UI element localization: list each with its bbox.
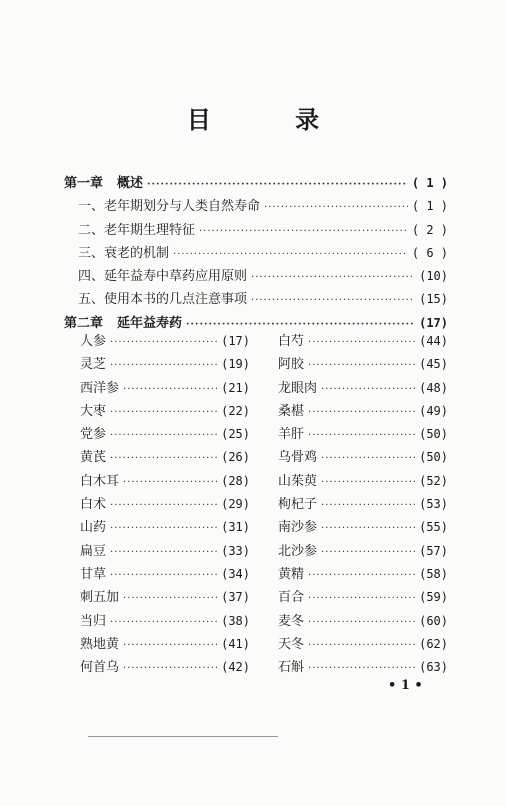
toc-section — [64, 265, 448, 288]
herb-entry — [80, 446, 250, 469]
herb-entry — [80, 563, 250, 586]
leader-dots — [199, 226, 408, 237]
herb-entry — [80, 493, 250, 516]
herb-name: 麦冬 — [278, 613, 305, 629]
herb-name: 白木耳 — [80, 473, 120, 489]
herb-entry — [80, 330, 250, 353]
herb-name: 西洋参 — [80, 380, 120, 396]
leader-dots — [110, 453, 217, 464]
leader-dots — [123, 384, 217, 395]
toc-section — [64, 242, 448, 265]
leader-dots — [308, 617, 415, 628]
herb-name: 人参 — [80, 334, 107, 349]
leader-dots — [321, 477, 415, 488]
herb-entry — [80, 423, 250, 446]
herb-entry — [80, 516, 250, 539]
page-ref: (28) — [221, 473, 250, 488]
herb-name: 天冬 — [278, 636, 305, 652]
herb-entry — [278, 377, 448, 400]
leader-dots — [123, 593, 217, 604]
herb-name: 羊肝 — [278, 427, 305, 443]
chapter-title: 概述 — [117, 176, 144, 191]
leader-dots — [308, 593, 415, 604]
page-ref: (48) — [419, 380, 448, 395]
page-ref: ( 6 ) — [411, 245, 448, 260]
herb-entry — [278, 400, 448, 423]
leader-dots — [264, 202, 408, 213]
section-title: 二、老年期生理特征 — [78, 222, 196, 238]
leader-dots — [110, 523, 217, 534]
herb-entry — [278, 446, 448, 469]
herb-name: 刺五加 — [80, 590, 120, 606]
herb-entry — [278, 610, 448, 633]
leader-dots — [110, 617, 217, 628]
leader-dots — [110, 547, 217, 558]
leader-dots — [123, 477, 217, 488]
leader-dots — [308, 663, 415, 674]
leader-dots — [321, 500, 415, 511]
page-ref: (15) — [419, 292, 448, 307]
herb-column-left — [80, 330, 250, 679]
page-ref: (59) — [419, 590, 448, 605]
herb-name: 阿胶 — [278, 357, 305, 373]
page-ref: (45) — [419, 357, 448, 372]
leader-dots — [321, 384, 415, 395]
herb-entry — [278, 516, 448, 539]
leader-dots — [321, 547, 415, 558]
herb-name: 桑椹 — [278, 403, 305, 419]
chapter-number: 第二章 — [64, 315, 104, 331]
herb-name: 黄芪 — [80, 450, 107, 466]
toc-section — [64, 219, 448, 242]
herb-name: 乌骨鸡 — [278, 450, 318, 466]
herb-name: 北沙参 — [278, 543, 318, 559]
page-ref: (50) — [419, 450, 448, 465]
herb-entry — [278, 656, 448, 679]
page-ref: ( 2 ) — [411, 222, 448, 237]
leader-dots — [308, 570, 415, 581]
toc-section — [64, 288, 448, 311]
herb-name: 石斛 — [278, 660, 305, 676]
leader-dots — [123, 640, 217, 651]
herb-name: 大枣 — [80, 403, 107, 419]
page-ref: (42) — [221, 660, 250, 675]
leader-dots — [110, 570, 217, 581]
section-title: 一、老年期划分与人类自然寿命 — [78, 199, 261, 215]
herb-entry — [80, 377, 250, 400]
page-ref: ( 1 ) — [411, 176, 448, 190]
page-ref: (21) — [221, 380, 250, 395]
herb-name: 南沙参 — [278, 520, 318, 536]
herb-entry — [80, 586, 250, 609]
herb-name: 山药 — [80, 520, 107, 536]
page-ref: (33) — [221, 543, 250, 558]
herb-name: 熟地黄 — [80, 636, 120, 652]
page-ref: (55) — [419, 520, 448, 535]
page-ref: (41) — [221, 636, 250, 651]
herb-list — [80, 330, 448, 679]
herb-name: 山茱萸 — [278, 473, 318, 489]
page-ref: (62) — [419, 636, 448, 651]
leader-dots — [110, 337, 217, 348]
herb-column-right — [278, 330, 448, 679]
herb-entry — [278, 493, 448, 516]
herb-name: 白术 — [80, 497, 107, 513]
page-ref: (50) — [419, 427, 448, 442]
toc-chapter-1 — [64, 172, 448, 195]
herb-name: 百合 — [278, 590, 305, 606]
page-ref: (38) — [221, 613, 250, 628]
page-ref: (25) — [221, 427, 250, 442]
herb-name: 黄精 — [278, 566, 305, 582]
herb-entry — [80, 540, 250, 563]
herb-name: 龙眼肉 — [278, 380, 318, 396]
leader-dots — [110, 430, 217, 441]
herb-entry — [80, 400, 250, 423]
leader-dots — [321, 523, 415, 534]
herb-entry — [80, 633, 250, 656]
page-ref: (26) — [221, 450, 250, 465]
table-of-contents — [64, 172, 448, 335]
leader-dots — [321, 453, 415, 464]
section-title: 五、使用本书的几点注意事项 — [78, 292, 248, 308]
page-title: 目 录 — [186, 105, 358, 134]
herb-entry — [278, 330, 448, 353]
leader-dots — [308, 430, 415, 441]
herb-name: 何首乌 — [80, 660, 120, 676]
herb-entry — [278, 586, 448, 609]
leader-dots — [251, 295, 415, 306]
herb-name: 枸杞子 — [278, 497, 318, 513]
herb-entry — [278, 563, 448, 586]
leader-dots — [147, 179, 408, 190]
toc-section — [64, 195, 448, 218]
herb-entry — [278, 633, 448, 656]
herb-name: 灵芝 — [80, 357, 107, 373]
leader-dots — [308, 360, 415, 371]
herb-name: 扁豆 — [80, 543, 107, 559]
page-ref: (29) — [221, 497, 250, 512]
page-ref: (17) — [221, 334, 250, 348]
leader-dots — [110, 500, 217, 511]
page-ref: (17) — [419, 315, 448, 330]
page-ref: (57) — [419, 543, 448, 558]
chapter-title: 延年益寿药 — [117, 315, 183, 331]
herb-name: 党参 — [80, 427, 107, 443]
herb-entry — [278, 540, 448, 563]
leader-dots — [308, 337, 415, 348]
page-ref: (49) — [419, 403, 448, 418]
page-ref: (44) — [419, 334, 448, 348]
page-ref: (53) — [419, 497, 448, 512]
leader-dots — [110, 360, 217, 371]
leader-dots — [123, 663, 217, 674]
page-ref: (37) — [221, 590, 250, 605]
herb-entry — [278, 470, 448, 493]
herb-name: 当归 — [80, 613, 107, 629]
herb-entry — [80, 656, 250, 679]
leader-dots — [173, 249, 408, 260]
page-ref: (60) — [419, 613, 448, 628]
page-ref: ( 1 ) — [411, 199, 448, 214]
page-ref: (63) — [419, 660, 448, 675]
section-title: 四、延年益寿中草药应用原则 — [78, 269, 248, 285]
chapter-number: 第一章 — [64, 176, 104, 191]
scan-artifact-line — [88, 736, 278, 737]
herb-entry — [80, 470, 250, 493]
herb-name: 白芍 — [278, 334, 305, 349]
page-number: • 1 • — [388, 678, 423, 693]
page-ref: (10) — [419, 269, 448, 284]
page-ref: (31) — [221, 520, 250, 535]
leader-dots — [308, 640, 415, 651]
page-ref: (52) — [419, 473, 448, 488]
leader-dots — [186, 319, 415, 330]
page-ref: (58) — [419, 566, 448, 581]
herb-entry — [80, 353, 250, 376]
page-ref: (34) — [221, 566, 250, 581]
leader-dots — [308, 407, 415, 418]
page-ref: (19) — [221, 357, 250, 372]
herb-name: 甘草 — [80, 566, 107, 582]
herb-entry — [80, 610, 250, 633]
section-title: 三、衰老的机制 — [78, 245, 170, 261]
leader-dots — [251, 272, 415, 283]
herb-entry — [278, 353, 448, 376]
herb-entry — [278, 423, 448, 446]
page-ref: (22) — [221, 403, 250, 418]
leader-dots — [110, 407, 217, 418]
